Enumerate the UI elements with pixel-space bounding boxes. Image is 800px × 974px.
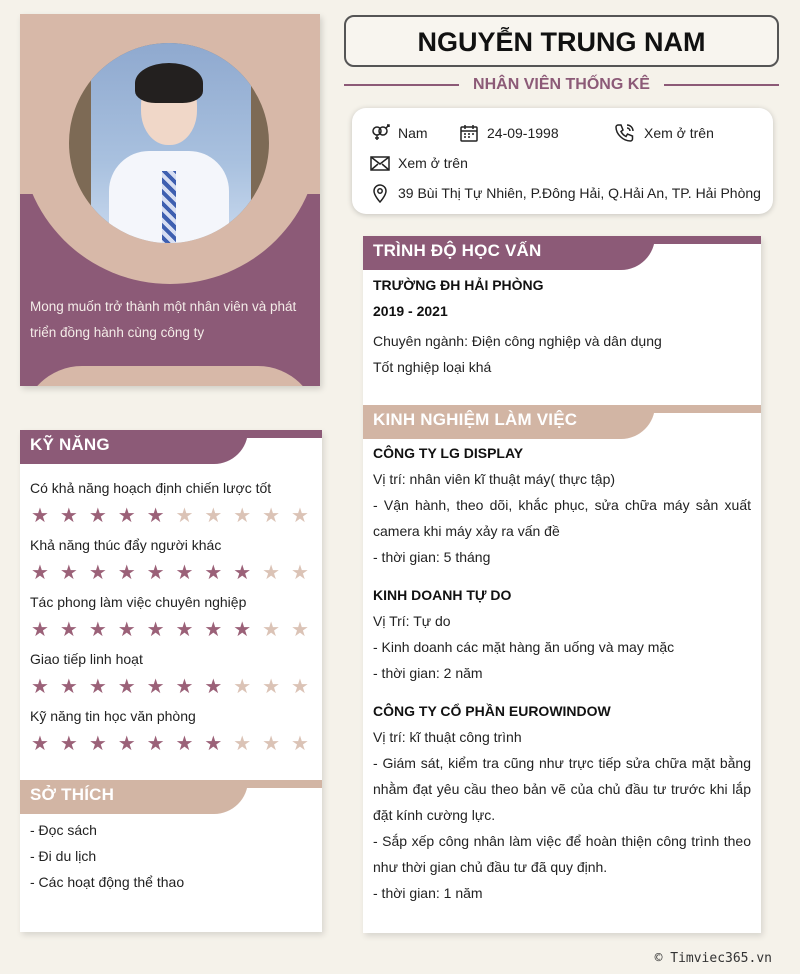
career-objective: Mong muốn trở thành một nhân viên và phát triển đồng hành cùng công ty	[30, 299, 297, 340]
job-position: Vị trí: nhân viên kĩ thuật máy( thực tập)	[373, 471, 616, 487]
watermark: © Timviec365.vn	[654, 951, 772, 966]
star-icon: ★	[117, 731, 136, 755]
education-period: 2019 - 2021	[373, 303, 448, 319]
school-name: TRƯỜNG ĐH HẢI PHÒNG	[373, 277, 544, 293]
star-icon: ★	[262, 617, 281, 641]
education-body	[373, 272, 751, 380]
star-icon: ★	[204, 731, 223, 755]
star-icon: ★	[59, 731, 78, 755]
skill-item	[30, 478, 310, 525]
phone-icon	[614, 123, 636, 143]
star-icon: ★	[88, 503, 107, 527]
star-icon: ★	[233, 503, 252, 527]
job-company: CÔNG TY CỔ PHẦN EUROWINDOW	[373, 703, 611, 719]
job-position: Vị Trí: Tự do	[373, 613, 451, 629]
star-icon: ★	[175, 731, 194, 755]
star-icon: ★	[31, 731, 49, 755]
star-icon: ★	[31, 617, 49, 641]
education-title: TRÌNH ĐỘ HỌC VẤN	[363, 236, 655, 270]
skill-label: Có khả năng hoạch định chiến lược tốt	[30, 480, 272, 496]
star-icon: ★	[88, 560, 107, 584]
star-icon: ★	[262, 560, 281, 584]
skills-card	[20, 430, 322, 932]
star-icon: ★	[175, 674, 194, 698]
star-icon: ★	[59, 674, 78, 698]
star-icon: ★	[233, 560, 252, 584]
hobbies-header	[20, 780, 322, 814]
main-card	[363, 236, 761, 933]
skill-label: Kỹ năng tin học văn phòng	[30, 708, 196, 724]
profile-card	[20, 14, 320, 386]
education-header	[363, 236, 761, 270]
job-position: Vị trí: kĩ thuật công trình	[373, 729, 522, 745]
star-icon: ★	[117, 617, 136, 641]
star-icon: ★	[31, 674, 49, 698]
hobby-item: - Đi du lịch	[30, 848, 97, 864]
skill-item	[30, 592, 310, 639]
education-major: Chuyên ngành: Điện công nghiệp và dân dụng	[373, 333, 662, 349]
skill-rating	[30, 676, 310, 696]
hobbies-title: SỞ THÍCH	[20, 780, 248, 814]
star-icon: ★	[59, 503, 78, 527]
star-icon: ★	[262, 731, 281, 755]
star-icon: ★	[175, 503, 194, 527]
star-icon: ★	[262, 674, 281, 698]
star-icon: ★	[88, 617, 107, 641]
star-icon: ★	[291, 560, 309, 584]
job-duration: - thời gian: 5 tháng	[373, 549, 491, 565]
skills-title: KỸ NĂNG	[20, 430, 248, 464]
skill-item	[30, 706, 310, 753]
star-icon: ★	[31, 503, 49, 527]
skill-item	[30, 535, 310, 582]
skill-rating	[30, 505, 310, 525]
contact-email: Xem ở trên	[370, 153, 468, 173]
job-description: - Giám sát, kiểm tra cũng như trực tiếp sửa chữa mặt bằng nhằm đạt yêu cầu theo bản vẽ của chủ đầu tư trước khi lắp đặt kính cường lực.	[373, 755, 751, 823]
hobby-item: - Các hoạt động thể thao	[30, 874, 185, 890]
star-icon: ★	[117, 560, 136, 584]
star-icon: ★	[117, 674, 136, 698]
star-icon: ★	[262, 503, 281, 527]
contact-birthday: 24-09-1998	[459, 123, 559, 143]
education-grade: Tốt nghiệp loại khá	[373, 359, 492, 375]
full-name: NGUYỄN TRUNG NAM	[344, 15, 779, 67]
divider	[344, 84, 459, 86]
star-icon: ★	[146, 731, 165, 755]
star-icon: ★	[291, 617, 309, 641]
star-icon: ★	[233, 674, 252, 698]
star-icon: ★	[88, 731, 107, 755]
job-description: - Kinh doanh các mặt hàng ăn uống và may mặc	[373, 639, 675, 655]
divider	[664, 84, 779, 86]
star-icon: ★	[204, 560, 223, 584]
star-icon: ★	[233, 617, 252, 641]
contact-gender: Nam	[370, 123, 428, 143]
skill-label: Tác phong làm việc chuyên nghiệp	[30, 594, 247, 610]
star-icon: ★	[31, 560, 49, 584]
star-icon: ★	[59, 617, 78, 641]
job-description: - Vận hành, theo dõi, khắc phục, sửa chữa máy sản xuất camera khi máy xảy ra vấn đề	[373, 497, 751, 539]
job-duration: - thời gian: 1 năm	[373, 885, 483, 901]
star-icon: ★	[204, 503, 223, 527]
job-description: - Sắp xếp công nhân làm việc để hoàn thiện công trình theo như thời gian chủ đầu tư đã quy định.	[373, 833, 751, 875]
experience-header	[363, 405, 761, 439]
star-icon: ★	[233, 731, 252, 755]
job-company: CÔNG TY LG DISPLAY	[373, 445, 524, 461]
star-icon: ★	[175, 560, 194, 584]
contact-phone: Xem ở trên	[614, 123, 714, 143]
hobbies-list	[30, 817, 184, 895]
job-title: NHÂN VIÊN THỐNG KÊ	[473, 76, 650, 93]
location-icon	[370, 183, 390, 203]
gender-icon	[370, 123, 390, 143]
star-icon: ★	[204, 674, 223, 698]
star-icon: ★	[146, 560, 165, 584]
skill-item	[30, 649, 310, 696]
star-icon: ★	[146, 503, 165, 527]
avatar	[69, 43, 269, 243]
star-icon: ★	[204, 617, 223, 641]
star-icon: ★	[146, 617, 165, 641]
star-icon: ★	[291, 503, 309, 527]
experience-body	[373, 440, 751, 906]
contact-address: 39 Bùi Thị Tự Nhiên, P.Đông Hải, Q.Hải An, TP. Hải Phòng	[370, 183, 761, 203]
star-icon: ★	[175, 617, 194, 641]
star-icon: ★	[291, 674, 309, 698]
skills-header	[20, 430, 322, 464]
job-title-row	[344, 73, 779, 97]
contact-box	[352, 108, 773, 214]
star-icon: ★	[291, 731, 309, 755]
calendar-icon	[459, 123, 479, 143]
skill-label: Khả năng thúc đẩy người khác	[30, 537, 222, 553]
skill-rating	[30, 562, 310, 582]
star-icon: ★	[117, 503, 136, 527]
experience-title: KINH NGHIỆM LÀM VIỆC	[363, 405, 655, 439]
star-icon: ★	[88, 674, 107, 698]
hobby-item: - Đọc sách	[30, 822, 97, 838]
star-icon: ★	[146, 674, 165, 698]
star-icon: ★	[59, 560, 78, 584]
skill-rating	[30, 733, 310, 753]
skill-rating	[30, 619, 310, 639]
skill-label: Giao tiếp linh hoạt	[30, 651, 143, 667]
job-company: KINH DOANH TỰ DO	[373, 587, 512, 603]
profile-bottom-arc	[22, 366, 318, 386]
email-icon	[370, 153, 390, 173]
job-duration: - thời gian: 2 năm	[373, 665, 483, 681]
